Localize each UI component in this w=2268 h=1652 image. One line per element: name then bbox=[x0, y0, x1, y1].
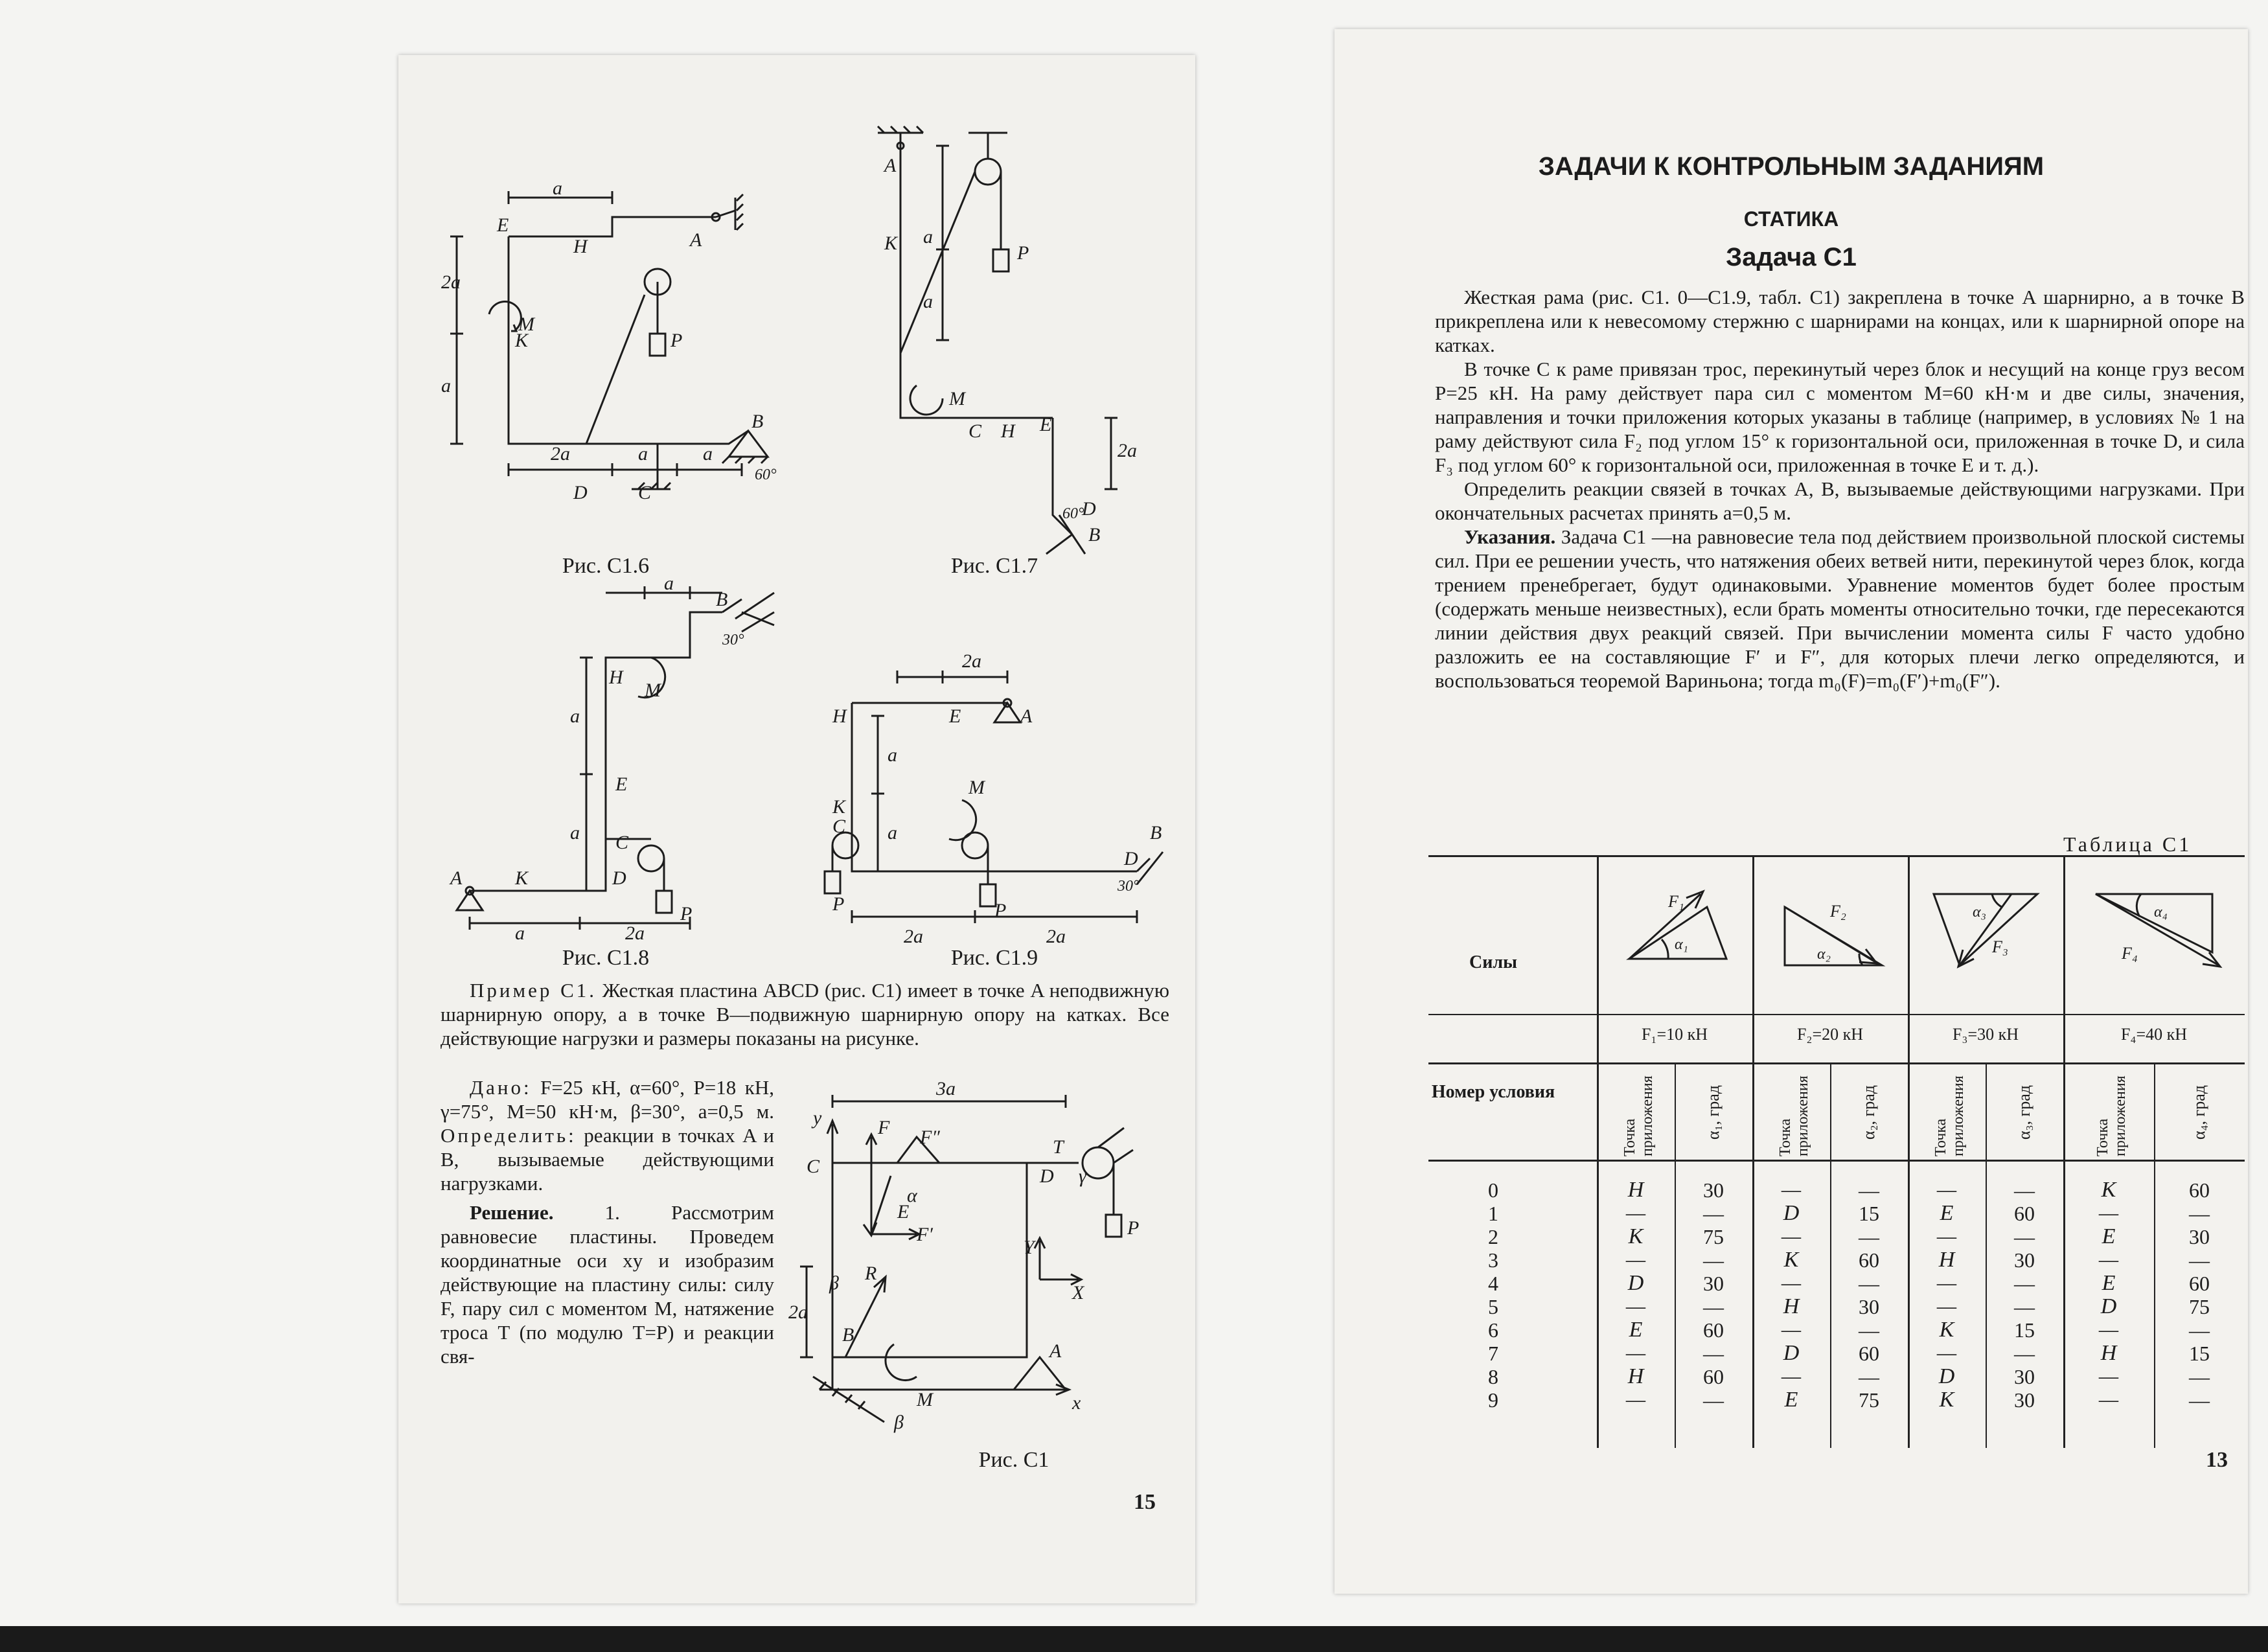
table-cell: — bbox=[2189, 1202, 2210, 1225]
table-cell: E bbox=[2102, 1224, 2116, 1248]
table-cell: K bbox=[1939, 1388, 1954, 1412]
table-cell: 15 bbox=[2189, 1342, 2210, 1365]
figure-c1-9 bbox=[813, 625, 1163, 949]
section-title: СТАТИКА bbox=[1743, 207, 1839, 231]
svg-text:a: a bbox=[515, 923, 525, 944]
svg-text:60°: 60° bbox=[755, 466, 777, 483]
right-page-number: 13 bbox=[2206, 1448, 2228, 1472]
svg-text:30°: 30° bbox=[1117, 878, 1140, 895]
table-cell: — bbox=[2189, 1365, 2210, 1388]
svg-text:E: E bbox=[1040, 414, 1052, 435]
table-cell: 2 bbox=[1488, 1225, 1498, 1248]
table-cell: 0 bbox=[1488, 1178, 1498, 1202]
table-cell: K bbox=[1628, 1224, 1644, 1248]
svg-text:2a: 2a bbox=[441, 271, 461, 293]
header-angle-3: α₃, град bbox=[2015, 1085, 2033, 1140]
hint-text: Задача С1 —на равновесие тела под действием произвольной плоской системы сил. При ее решении учесть, что натяжения обеих ветвей нити, перекинутой через блок, когда трением пренебрегает, будут одинаковыми. Уравнение моментов будет более простым (содержать меньше неизвестных), если брать моменты относительно точки, где пересекаются линии действия двух реакций связей. При вычислении момента силы F часто удобно разложить ее на составляющие F′ и F″, для которых плечи легко определяются, и воспользоваться теоремой Вариньона; тогда m₀(F)=m₀(F′)+m₀(F″). bbox=[1435, 525, 2245, 692]
solution-label: Решение. bbox=[470, 1201, 554, 1224]
force-name-f1: F₁=10 кН bbox=[1641, 1025, 1708, 1044]
table-cell: — bbox=[2098, 1201, 2119, 1225]
force-name-f2: F₂=20 кН bbox=[1796, 1025, 1864, 1044]
table-cell: D bbox=[1938, 1364, 1955, 1388]
determine-text: реакции в точках A и B, вызываемые действующими нагрузками. bbox=[441, 1124, 774, 1195]
table-cell: — bbox=[1703, 1342, 1724, 1365]
table-cell: — bbox=[2014, 1178, 2035, 1202]
svg-text:H: H bbox=[832, 706, 847, 727]
table-cell: H bbox=[1627, 1364, 1644, 1388]
table-cell: 75 bbox=[1703, 1225, 1724, 1248]
given-text: F=25 кН, α=60°, P=18 кН, γ=75°, M=50 кН·м, β=30°, a=0,5 м. bbox=[441, 1076, 774, 1123]
svg-text:K: K bbox=[515, 330, 529, 351]
header-angle-2: α₂, град bbox=[1859, 1085, 1878, 1140]
force-diagram-f2 bbox=[1759, 868, 1901, 985]
svg-text:E: E bbox=[949, 706, 961, 727]
svg-text:E: E bbox=[897, 1201, 910, 1222]
caption-c1-8: Рис. С1.8 bbox=[562, 946, 650, 970]
table-cell: — bbox=[1625, 1341, 1646, 1365]
example-title: Пример С1. bbox=[470, 979, 597, 1002]
svg-text:K: K bbox=[832, 796, 846, 818]
force-name-f3: F₃=30 кН bbox=[1952, 1025, 2019, 1044]
svg-text:B: B bbox=[1150, 822, 1162, 843]
table-cell: — bbox=[1859, 1365, 1879, 1388]
svg-text:F₃: F₃ bbox=[1992, 937, 2008, 956]
page-title: ЗАДАЧИ К КОНТРОЛЬНЫМ ЗАДАНИЯМ bbox=[1538, 152, 2045, 181]
table-cell: — bbox=[1781, 1178, 1802, 1202]
svg-text:A: A bbox=[1020, 706, 1033, 727]
svg-text:R: R bbox=[865, 1263, 877, 1284]
table-cell: 30 bbox=[1703, 1272, 1724, 1295]
table-cell: 1 bbox=[1488, 1202, 1498, 1225]
table-cell: — bbox=[1703, 1202, 1724, 1225]
svg-text:a: a bbox=[923, 226, 933, 247]
svg-text:C: C bbox=[968, 420, 982, 442]
header-point-4: Точка приложения bbox=[2094, 1075, 2129, 1156]
svg-text:C: C bbox=[807, 1156, 820, 1177]
svg-text:M: M bbox=[968, 777, 985, 798]
table-cell: — bbox=[2189, 1248, 2210, 1272]
header-angle-1: α₁, град bbox=[1704, 1085, 1723, 1140]
svg-text:a: a bbox=[553, 178, 562, 199]
left-page bbox=[398, 55, 1195, 1603]
figure-c1-6 bbox=[441, 178, 807, 547]
paragraph-3: Определить реакции связей в точках A, B, вызываемые действующими нагрузками. При окончательных расчетах принять a=0,5 м. bbox=[1435, 477, 2245, 524]
svg-text:T: T bbox=[1053, 1136, 1064, 1158]
svg-text:P: P bbox=[1127, 1217, 1140, 1239]
svg-text:A: A bbox=[450, 867, 463, 889]
svg-text:F: F bbox=[878, 1117, 890, 1138]
table-cell: — bbox=[2189, 1318, 2210, 1342]
table-cell: 60 bbox=[1703, 1318, 1724, 1342]
svg-text:F₄: F₄ bbox=[2122, 944, 2138, 963]
table-cell: — bbox=[2098, 1388, 2119, 1412]
svg-text:C: C bbox=[615, 832, 629, 853]
table-cell: — bbox=[1859, 1225, 1879, 1248]
svg-text:M: M bbox=[518, 314, 534, 335]
svg-text:C: C bbox=[638, 482, 652, 503]
table-cell: 7 bbox=[1488, 1342, 1498, 1365]
svg-text:3a: 3a bbox=[936, 1078, 956, 1099]
caption-c1-6: Рис. С1.6 bbox=[562, 554, 650, 578]
table-cell: K bbox=[1783, 1248, 1799, 1272]
svg-text:B: B bbox=[751, 411, 764, 432]
svg-text:K: K bbox=[884, 233, 898, 254]
caption-c1-9: Рис. С1.9 bbox=[950, 946, 1038, 970]
svg-text:2a: 2a bbox=[551, 443, 570, 465]
caption-c1: Рис. С1 bbox=[978, 1448, 1049, 1472]
force-name-f4: F₄=40 кН bbox=[2120, 1025, 2188, 1044]
svg-text:β: β bbox=[894, 1412, 904, 1433]
table-cell: — bbox=[1703, 1295, 1724, 1318]
svg-text:C: C bbox=[832, 816, 846, 837]
table-cell: — bbox=[1625, 1294, 1646, 1318]
table-cell: — bbox=[1781, 1271, 1802, 1295]
svg-text:α: α bbox=[907, 1185, 917, 1206]
svg-text:2a: 2a bbox=[904, 926, 923, 947]
table-cell: 30 bbox=[2189, 1225, 2210, 1248]
svg-text:a: a bbox=[703, 443, 713, 465]
svg-text:B: B bbox=[842, 1324, 854, 1346]
table-c1 bbox=[1428, 855, 2245, 1448]
task-title: Задача С1 bbox=[1726, 243, 1857, 271]
table-cell: E bbox=[1784, 1388, 1798, 1412]
table-cell: — bbox=[2098, 1364, 2119, 1388]
svg-text:D: D bbox=[573, 482, 588, 503]
svg-text:2a: 2a bbox=[962, 650, 981, 672]
table-cell: — bbox=[1625, 1388, 1646, 1412]
table-cell: — bbox=[1781, 1224, 1802, 1248]
svg-text:α₃: α₃ bbox=[1973, 904, 1986, 921]
table-cell: — bbox=[2014, 1225, 2035, 1248]
svg-text:a: a bbox=[664, 573, 674, 594]
determine-label: Определить: bbox=[441, 1124, 577, 1147]
table-cell: 75 bbox=[1859, 1388, 1879, 1412]
right-page bbox=[1334, 29, 2248, 1594]
table-cell: 6 bbox=[1488, 1318, 1498, 1342]
table-cell: 15 bbox=[2014, 1318, 2035, 1342]
force-diagram-f1 bbox=[1603, 868, 1746, 985]
table-cell: — bbox=[1781, 1318, 1802, 1342]
svg-text:D: D bbox=[612, 867, 626, 889]
table-cell: 30 bbox=[2014, 1388, 2035, 1412]
table-cell: 9 bbox=[1488, 1388, 1498, 1412]
example-intro bbox=[441, 978, 1169, 1050]
condition-header: Номер условия bbox=[1431, 1082, 1555, 1102]
scanner-edge bbox=[0, 1626, 2268, 1652]
task-text bbox=[1435, 285, 2245, 693]
table-cell: H bbox=[1938, 1248, 1955, 1272]
svg-text:P: P bbox=[832, 893, 845, 915]
table-cell: — bbox=[1936, 1341, 1957, 1365]
svg-text:2a: 2a bbox=[1117, 440, 1137, 461]
force-diagram-f3 bbox=[1914, 868, 2057, 985]
svg-text:H: H bbox=[1001, 420, 1015, 442]
figure-c1 bbox=[788, 1078, 1169, 1448]
table-cell: K bbox=[2101, 1178, 2116, 1202]
table-cell: — bbox=[1703, 1248, 1724, 1272]
svg-text:D: D bbox=[1040, 1165, 1054, 1187]
svg-text:α₄: α₄ bbox=[2154, 904, 2168, 921]
svg-text:P: P bbox=[994, 900, 1007, 921]
table-cell: E bbox=[2102, 1271, 2116, 1295]
svg-text:a: a bbox=[638, 443, 648, 465]
svg-text:D: D bbox=[1124, 848, 1138, 869]
table-cell: 60 bbox=[1859, 1342, 1879, 1365]
table-cell: 3 bbox=[1488, 1248, 1498, 1272]
svg-text:y: y bbox=[813, 1107, 822, 1129]
header-angle-4: α₄, град bbox=[2190, 1085, 2208, 1140]
given-label: Дано: bbox=[470, 1076, 532, 1099]
figure-c1-8 bbox=[450, 573, 787, 944]
svg-text:β: β bbox=[829, 1272, 839, 1294]
table-cell: 60 bbox=[2189, 1178, 2210, 1202]
svg-text:F″: F″ bbox=[920, 1127, 940, 1148]
table-cell: — bbox=[1781, 1364, 1802, 1388]
table-cell: D bbox=[2100, 1294, 2117, 1318]
svg-text:2a: 2a bbox=[788, 1302, 808, 1323]
svg-text:Y: Y bbox=[1024, 1237, 1035, 1258]
paragraph-2: В точке C к раме привязан трос, перекинутый через блок и несущий на конце груз весом P=25 кН. На раму действует пара сил с моментом M=60 кН·м и две силы, значения, направления и точки приложения которых указаны в таблице (например, в условиях № 1 на раму действуют сила F₂ под углом 15° к горизонтальной оси, приложенная в точке D, и сила F₃ под углом 60° к горизонтальной оси, приложенная в точке E и т. д.). bbox=[1435, 358, 2245, 476]
svg-text:H: H bbox=[573, 236, 588, 257]
svg-text:D: D bbox=[1082, 498, 1096, 520]
hint-label: Указания. bbox=[1464, 525, 1556, 548]
svg-text:M: M bbox=[645, 680, 661, 701]
table-cell: — bbox=[1936, 1294, 1957, 1318]
svg-text:A: A bbox=[690, 229, 702, 251]
svg-text:a: a bbox=[441, 375, 451, 396]
table-cell: 8 bbox=[1488, 1365, 1498, 1388]
label-e: E bbox=[497, 214, 509, 236]
table-cell: — bbox=[2098, 1318, 2119, 1342]
table-cell: K bbox=[1939, 1318, 1954, 1342]
table-cell: 30 bbox=[2014, 1365, 2035, 1388]
svg-text:B: B bbox=[1088, 524, 1101, 545]
svg-text:a: a bbox=[888, 744, 897, 766]
svg-text:P: P bbox=[1017, 242, 1029, 264]
table-cell: E bbox=[1629, 1318, 1643, 1342]
table-cell: — bbox=[1936, 1178, 1957, 1202]
svg-text:x: x bbox=[1072, 1392, 1081, 1414]
svg-text:H: H bbox=[609, 667, 623, 688]
svg-text:α₁: α₁ bbox=[1675, 936, 1688, 953]
table-cell: — bbox=[1703, 1388, 1724, 1412]
svg-text:a: a bbox=[570, 706, 580, 727]
svg-text:P: P bbox=[670, 330, 683, 351]
svg-text:F₂: F₂ bbox=[1830, 902, 1846, 921]
table-cell: E bbox=[1940, 1201, 1954, 1225]
table-cell: D bbox=[1627, 1271, 1644, 1295]
table-cell: — bbox=[1936, 1224, 1957, 1248]
header-point-2: Точка приложения bbox=[1777, 1075, 1811, 1156]
table-cell: — bbox=[2014, 1342, 2035, 1365]
table-cell: 60 bbox=[1859, 1248, 1879, 1272]
forces-header: Силы bbox=[1469, 952, 1517, 972]
paragraph-1: Жесткая рама (рис. С1. 0—С1.9, табл. С1) закреплена в точке A шарнирно, а в точке B прикреплена или к невесомому стержню с шарнирами на концах, или к шарнирной опоре на катках. bbox=[1435, 286, 2245, 356]
table-cell: H bbox=[1783, 1294, 1800, 1318]
table-cell: — bbox=[2014, 1272, 2035, 1295]
header-point-3: Точка приложения bbox=[1932, 1075, 1967, 1156]
example-column bbox=[441, 1075, 774, 1368]
svg-text:M: M bbox=[917, 1389, 933, 1410]
table-caption: Таблица С1 bbox=[2063, 832, 2192, 856]
table-cell: — bbox=[2098, 1248, 2119, 1272]
svg-text:P: P bbox=[680, 903, 693, 924]
left-page-number: 15 bbox=[1134, 1490, 1156, 1514]
table-cell: 60 bbox=[2189, 1272, 2210, 1295]
svg-text:30°: 30° bbox=[722, 632, 744, 648]
svg-text:a: a bbox=[923, 291, 933, 312]
table-cell: H bbox=[2100, 1341, 2117, 1365]
table-cell: — bbox=[1936, 1271, 1957, 1295]
table-cell: D bbox=[1783, 1341, 1800, 1365]
svg-text:F₁: F₁ bbox=[1668, 892, 1684, 911]
svg-text:2a: 2a bbox=[625, 923, 645, 944]
svg-text:α₂: α₂ bbox=[1817, 946, 1831, 963]
header-point-1: Точка приложения bbox=[1621, 1075, 1656, 1156]
example-text: Жесткая пластина ABCD (рис. С1) имеет в точке A неподвижную шарнирную опору, а в точке B—подвижную шарнирную опору на катках. Все действующие нагрузки и размеры показаны на рисунке. bbox=[441, 979, 1169, 1050]
svg-text:K: K bbox=[515, 867, 529, 889]
table-cell: 60 bbox=[2014, 1202, 2035, 1225]
figure-c1-7 bbox=[839, 126, 1137, 545]
table-cell: 5 bbox=[1488, 1295, 1498, 1318]
svg-text:a: a bbox=[570, 822, 580, 843]
force-diagram-f4 bbox=[2070, 868, 2238, 985]
table-cell: 15 bbox=[1859, 1202, 1879, 1225]
table-cell: — bbox=[2189, 1388, 2210, 1412]
table-cell: — bbox=[1625, 1248, 1646, 1272]
table-cell: 4 bbox=[1488, 1272, 1498, 1295]
table-cell: — bbox=[2014, 1295, 2035, 1318]
table-cell: H bbox=[1627, 1178, 1644, 1202]
table-cell: — bbox=[1625, 1201, 1646, 1225]
svg-text:a: a bbox=[888, 822, 897, 843]
svg-text:E: E bbox=[615, 774, 628, 795]
svg-text:2a: 2a bbox=[1046, 926, 1066, 947]
table-cell: 30 bbox=[1703, 1178, 1724, 1202]
svg-text:60°: 60° bbox=[1062, 505, 1084, 522]
svg-text:A: A bbox=[1049, 1340, 1062, 1362]
svg-text:F′: F′ bbox=[917, 1224, 933, 1245]
solution-text: 1. Рассмотрим равновесие пластины. Проведем координатные оси xy и изобразим действующие на пластину силы: силу F, пару сил с моментом M, натяжение троса T (по модулю T=P) и реакции свя- bbox=[441, 1201, 774, 1368]
svg-text:X: X bbox=[1072, 1282, 1084, 1303]
table-cell: — bbox=[1859, 1318, 1879, 1342]
table-cell: D bbox=[1783, 1201, 1800, 1225]
svg-text:A: A bbox=[884, 155, 897, 176]
svg-text:M: M bbox=[949, 388, 965, 409]
svg-text:γ: γ bbox=[1079, 1165, 1086, 1187]
svg-text:B: B bbox=[716, 589, 728, 610]
caption-c1-7: Рис. С1.7 bbox=[950, 554, 1038, 578]
table-cell: — bbox=[1859, 1272, 1879, 1295]
table-cell: 75 bbox=[2189, 1295, 2210, 1318]
table-cell: — bbox=[1859, 1178, 1879, 1202]
table-cell: 60 bbox=[1703, 1365, 1724, 1388]
table-cell: 30 bbox=[1859, 1295, 1879, 1318]
table-cell: 30 bbox=[2014, 1248, 2035, 1272]
